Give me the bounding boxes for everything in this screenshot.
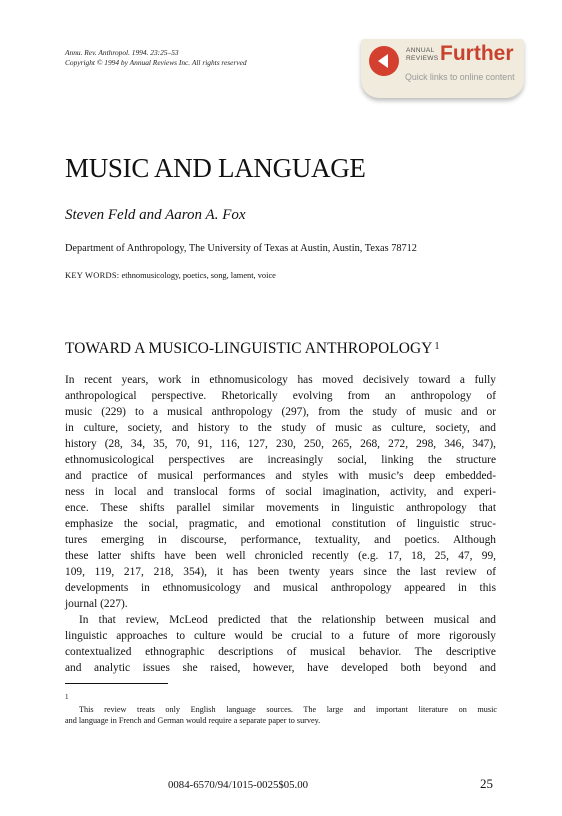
further-banner[interactable]	[361, 39, 524, 98]
footnote-divider	[65, 683, 168, 684]
body-line: tures emerging in discourse, performance, textuality, and poetics. Although	[65, 534, 496, 546]
footnote-line: and language in French and German would require a separate paper to survey.	[65, 715, 321, 725]
footnote-reference[interactable]: 1	[434, 341, 440, 352]
section-heading	[65, 340, 440, 358]
page-number: 25	[480, 776, 493, 791]
body-line: these latter shifts have been well chronicled recently (e.g. 17, 18, 25, 47, 99,	[65, 550, 496, 562]
body-line: ness in local and translocal forms of social imagination, activity, and experi-	[65, 486, 496, 498]
banner-annual-label: ANNUAL	[406, 47, 435, 54]
body-line: anthropological perspective. Rhetorically evolving from an anthropology of	[65, 390, 496, 402]
author-affiliation: Department of Anthropology, The University of Texas at Austin, Austin, Texas 78712	[65, 243, 417, 254]
body-line: and analytic issues she raised, however, have developed both beyond and	[65, 662, 496, 674]
body-line: in culture, society, and history to the study of music as culture, society, and	[65, 422, 496, 434]
body-line: emphasize the social, pragmatic, and emotional constitution of linguistic struc-	[65, 518, 496, 530]
back-arrow-icon	[369, 46, 399, 76]
keywords-label: KEY WORDS:	[65, 271, 120, 280]
footer-code: 0084-6570/94/1015-0025$05.00	[168, 779, 309, 791]
body-line: history (28, 34, 35, 70, 91, 116, 127, 230, 250, 265, 268, 272, 298, 346, 347),	[65, 438, 496, 450]
section-heading-text: TOWARD A MUSICO-LINGUISTIC ANTHROPOLOGY	[65, 340, 433, 357]
body-line: In recent years, work in ethnomusicology has moved decisively toward a fully	[65, 374, 496, 386]
keywords-list: ethnomusicology, poetics, song, lament, voice	[121, 271, 276, 280]
body-text	[65, 372, 496, 676]
banner-subtitle[interactable]: Quick links to online content	[405, 72, 515, 82]
body-line: 109, 119, 217, 218, 354), it has been twenty years since the last review of	[65, 566, 496, 578]
footnote-mark: 1	[65, 693, 69, 701]
footnote-line: This review treats only English language sources. The large and important literature on music	[79, 705, 497, 714]
body-line: and practice of musical performances and styles with music’s deep embedded-	[65, 470, 496, 482]
citation-line: Annu. Rev. Anthropol. 1994. 23:25–53	[65, 48, 179, 57]
body-line: journal (227).	[65, 598, 128, 610]
keywords	[65, 271, 276, 280]
body-line: music (229) to a musical anthropology (297), from the study of music and or	[65, 406, 496, 418]
article-title: MUSIC AND LANGUAGE	[65, 153, 366, 183]
copyright-line: Copyright © 1994 by Annual Reviews Inc. All rights reserved	[65, 58, 247, 67]
body-line: contextualized ethnographic descriptions of musical behavior. The descriptive	[65, 646, 496, 658]
body-line: ence. These shifts parallel similar movements in linguistic anthropology that	[65, 502, 496, 514]
body-line: In that review, McLeod predicted that the relationship between musical and	[79, 614, 496, 626]
article-authors: Steven Feld and Aaron A. Fox	[65, 207, 246, 223]
journal-header	[65, 48, 247, 68]
footnote	[65, 705, 497, 726]
body-line: linguistic approaches to culture would be crucial to a future of more rigorously	[65, 630, 496, 642]
banner-further-label: Further	[440, 42, 514, 65]
body-line: ethnomusicological perspectives are increasingly social, linking the structure	[65, 454, 496, 466]
body-line: developments in ethnomusicology and musical anthropology appeared in this	[65, 582, 496, 594]
banner-reviews-label: REVIEWS	[406, 54, 439, 62]
banner-brand	[406, 47, 439, 62]
